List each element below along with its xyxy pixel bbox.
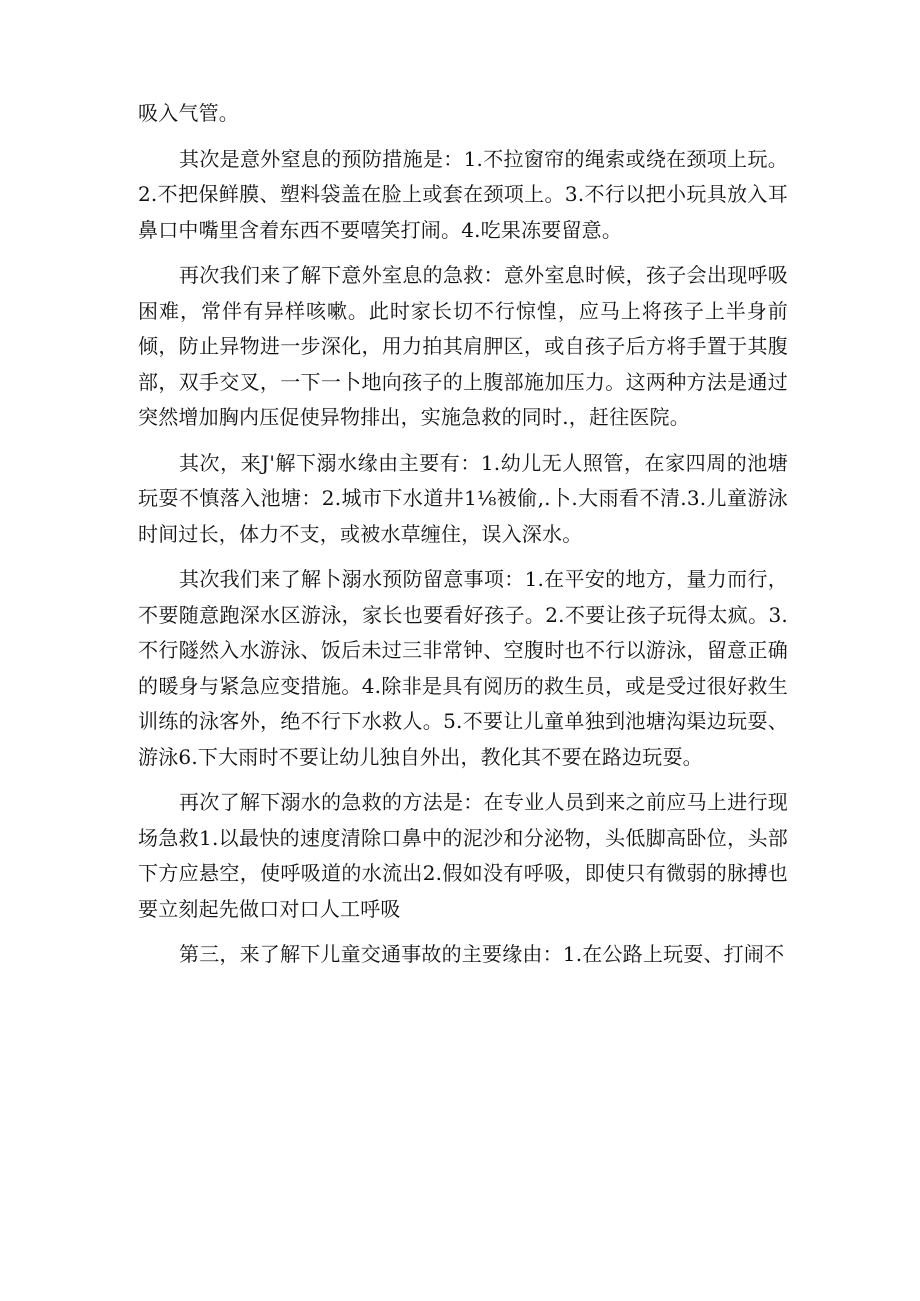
paragraph-suffocation-first-aid: 再次我们来了解下意外室息的急救：意外室息时候，孩子会出现呼吸困难，常伴有异样咳嗽。此时家长切不行惊惶，应马上将孩子上半身前倾，防止异物进一步深化，用力拍其肩胛区，或自孩子后方将手置于其腹部，双手交叉，一下一卜地向孩子的上腹部施加压力。这两种方法是通过突然增加胸内压促使异物排出，实施急救的同时.，赶往医院。 xyxy=(138,263,788,429)
paragraph-traffic-accident-causes: 第三，来了解下儿童交通事故的主要缘由：1.在公路上玩耍、打闹不 xyxy=(179,942,785,966)
paragraph-drowning-first-aid: 再次了解下溺水的急救的方法是：在专业人员到来之前应马上进行现场急救1.以最快的速度清除口鼻中的泥沙和分泌物，头低脚高卧位，头部下方应悬空，使呼吸道的水流出2.假如没有呼吸，即使只有微弱的脉搏也要立刻起先做口对口人工呼吸 xyxy=(138,790,788,921)
paragraph-suffocation-prevention: 其次是意外窒息的预防措施是：1.不拉窗帘的绳索或绕在颈项上玩。2.不把保鲜膜、塑料袋盖在脸上或套在颈项上。3.不行以把小玩具放入耳鼻口中嘴里含着东西不要嘻笑打闹。4.吃果冻要留意。 xyxy=(138,146,788,242)
paragraph-drowning-prevention: 其次我们来了解卜溺水预防留意事项：1.在平安的地方，量力而行，不要随意跑深水区游泳，家长也要看好孩子。2.不要让孩子玩得太疯。3.不行隧然入水游泳、饭后未过三非常钟、空腹时也不行以游泳，留意正确的暖身与紧急应变措施。4.除非是具有阅历的救生员，或是受过很好救生训练的泳客外，绝不行下水救人。5.不要让儿童单独到池塘沟渠边玩耍、游泳6.下大雨时不要让幼儿独自外出，教化其不要在路边玩耍。 xyxy=(138,567,788,769)
paragraph-continuation: 吸入气管。 xyxy=(138,101,239,125)
document-body xyxy=(138,96,788,973)
paragraph-drowning-causes: 其次，来J'解下溺水缘由主要有：1.幼儿无人照管，在家四周的池塘玩耍不慎落入池塘：2.城市下水道井1⅛被偷,.卜.大雨看不清.3.儿童游泳时间过长，体力不支，或被水草缠住，误入深水。 xyxy=(138,450,788,546)
